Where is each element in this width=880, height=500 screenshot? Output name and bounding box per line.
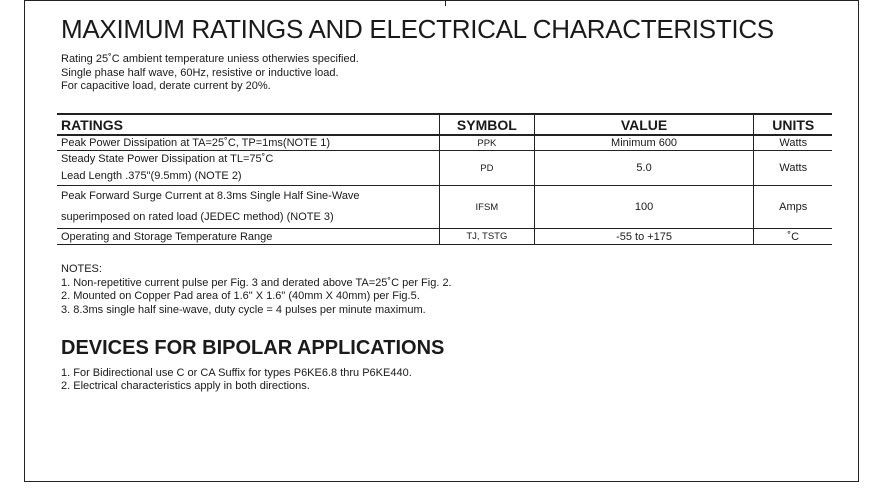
value-cell: 5.0 xyxy=(534,151,754,186)
rating-text: Steady State Power Dissipation at TL=75˚C xyxy=(61,153,274,165)
units-cell: Watts xyxy=(754,135,832,151)
value-cell: -55 to +175 xyxy=(534,229,754,245)
symbol-cell: PD xyxy=(440,151,535,186)
bipolar-item: 1. For Bidirectional use C or CA Suffix for types P6KE6.8 thru P6KE440. xyxy=(61,367,412,379)
rating-cell xyxy=(57,151,440,186)
table-row xyxy=(57,135,832,151)
intro-line: Rating 25˚C ambient temperature uniess otherwies specified. xyxy=(61,53,359,65)
value-cell: 100 xyxy=(534,186,754,229)
header-symbol: SYMBOL xyxy=(440,114,535,135)
units-cell: Watts xyxy=(754,151,832,186)
note-item: 2. Mounted on Copper Pad area of 1.6" X 1.6" (40mm X 40mm) per Fig.5. xyxy=(61,290,420,302)
table-header-row xyxy=(57,114,832,135)
intro-line: Single phase half wave, 60Hz, resistive or inductive load. xyxy=(61,66,339,79)
notes-section xyxy=(61,263,452,317)
symbol-cell: IFSM xyxy=(440,186,535,229)
rating-text: Peak Power Dissipation at TA=25˚C, TP=1ms(NOTE 1) xyxy=(61,137,330,149)
table-row xyxy=(57,229,832,245)
rating-text: superimposed on rated load (JEDEC method) (NOTE 3) xyxy=(61,211,334,223)
rating-cell xyxy=(57,135,440,151)
rating-text: Operating and Storage Temperature Range xyxy=(61,230,273,243)
header-units: UNITS xyxy=(754,114,832,135)
header-value: VALUE xyxy=(534,114,754,135)
bipolar-item: 2. Electrical characteristics apply in both directions. xyxy=(61,380,310,392)
symbol-cell: TJ, TSTG xyxy=(440,229,535,245)
table-row xyxy=(57,151,832,186)
rating-text: Peak Forward Surge Current at 8.3ms Single Half Sine-Wave xyxy=(61,190,360,202)
page-title: MAXIMUM RATINGS AND ELECTRICAL CHARACTERISTICS xyxy=(61,14,774,44)
notes-label: NOTES: xyxy=(61,263,102,275)
rating-cell xyxy=(57,186,440,229)
ratings-table xyxy=(57,113,832,245)
rating-cell xyxy=(57,229,440,245)
rating-text: Lead Length .375"(9.5mm) (NOTE 2) xyxy=(61,170,242,182)
intro-line: For capacitive load, derate current by 20%. xyxy=(61,80,271,92)
bipolar-list xyxy=(61,367,412,393)
symbol-cell: PPK xyxy=(440,135,535,151)
units-cell: Amps xyxy=(754,186,832,229)
table-row xyxy=(57,186,832,229)
header-ratings: RATINGS xyxy=(57,114,440,135)
units-cell: ˚C xyxy=(754,229,832,245)
bipolar-heading: DEVICES FOR BIPOLAR APPLICATIONS xyxy=(61,337,445,359)
note-item: 1. Non-repetitive current pulse per Fig. 3 and derated above TA=25˚C per Fig. 2. xyxy=(61,276,452,289)
value-cell: Minimum 600 xyxy=(534,135,754,151)
note-item: 3. 8.3ms single half sine-wave, duty cycle = 4 pulses per minute maximum. xyxy=(61,303,426,316)
intro-conditions xyxy=(61,53,359,94)
